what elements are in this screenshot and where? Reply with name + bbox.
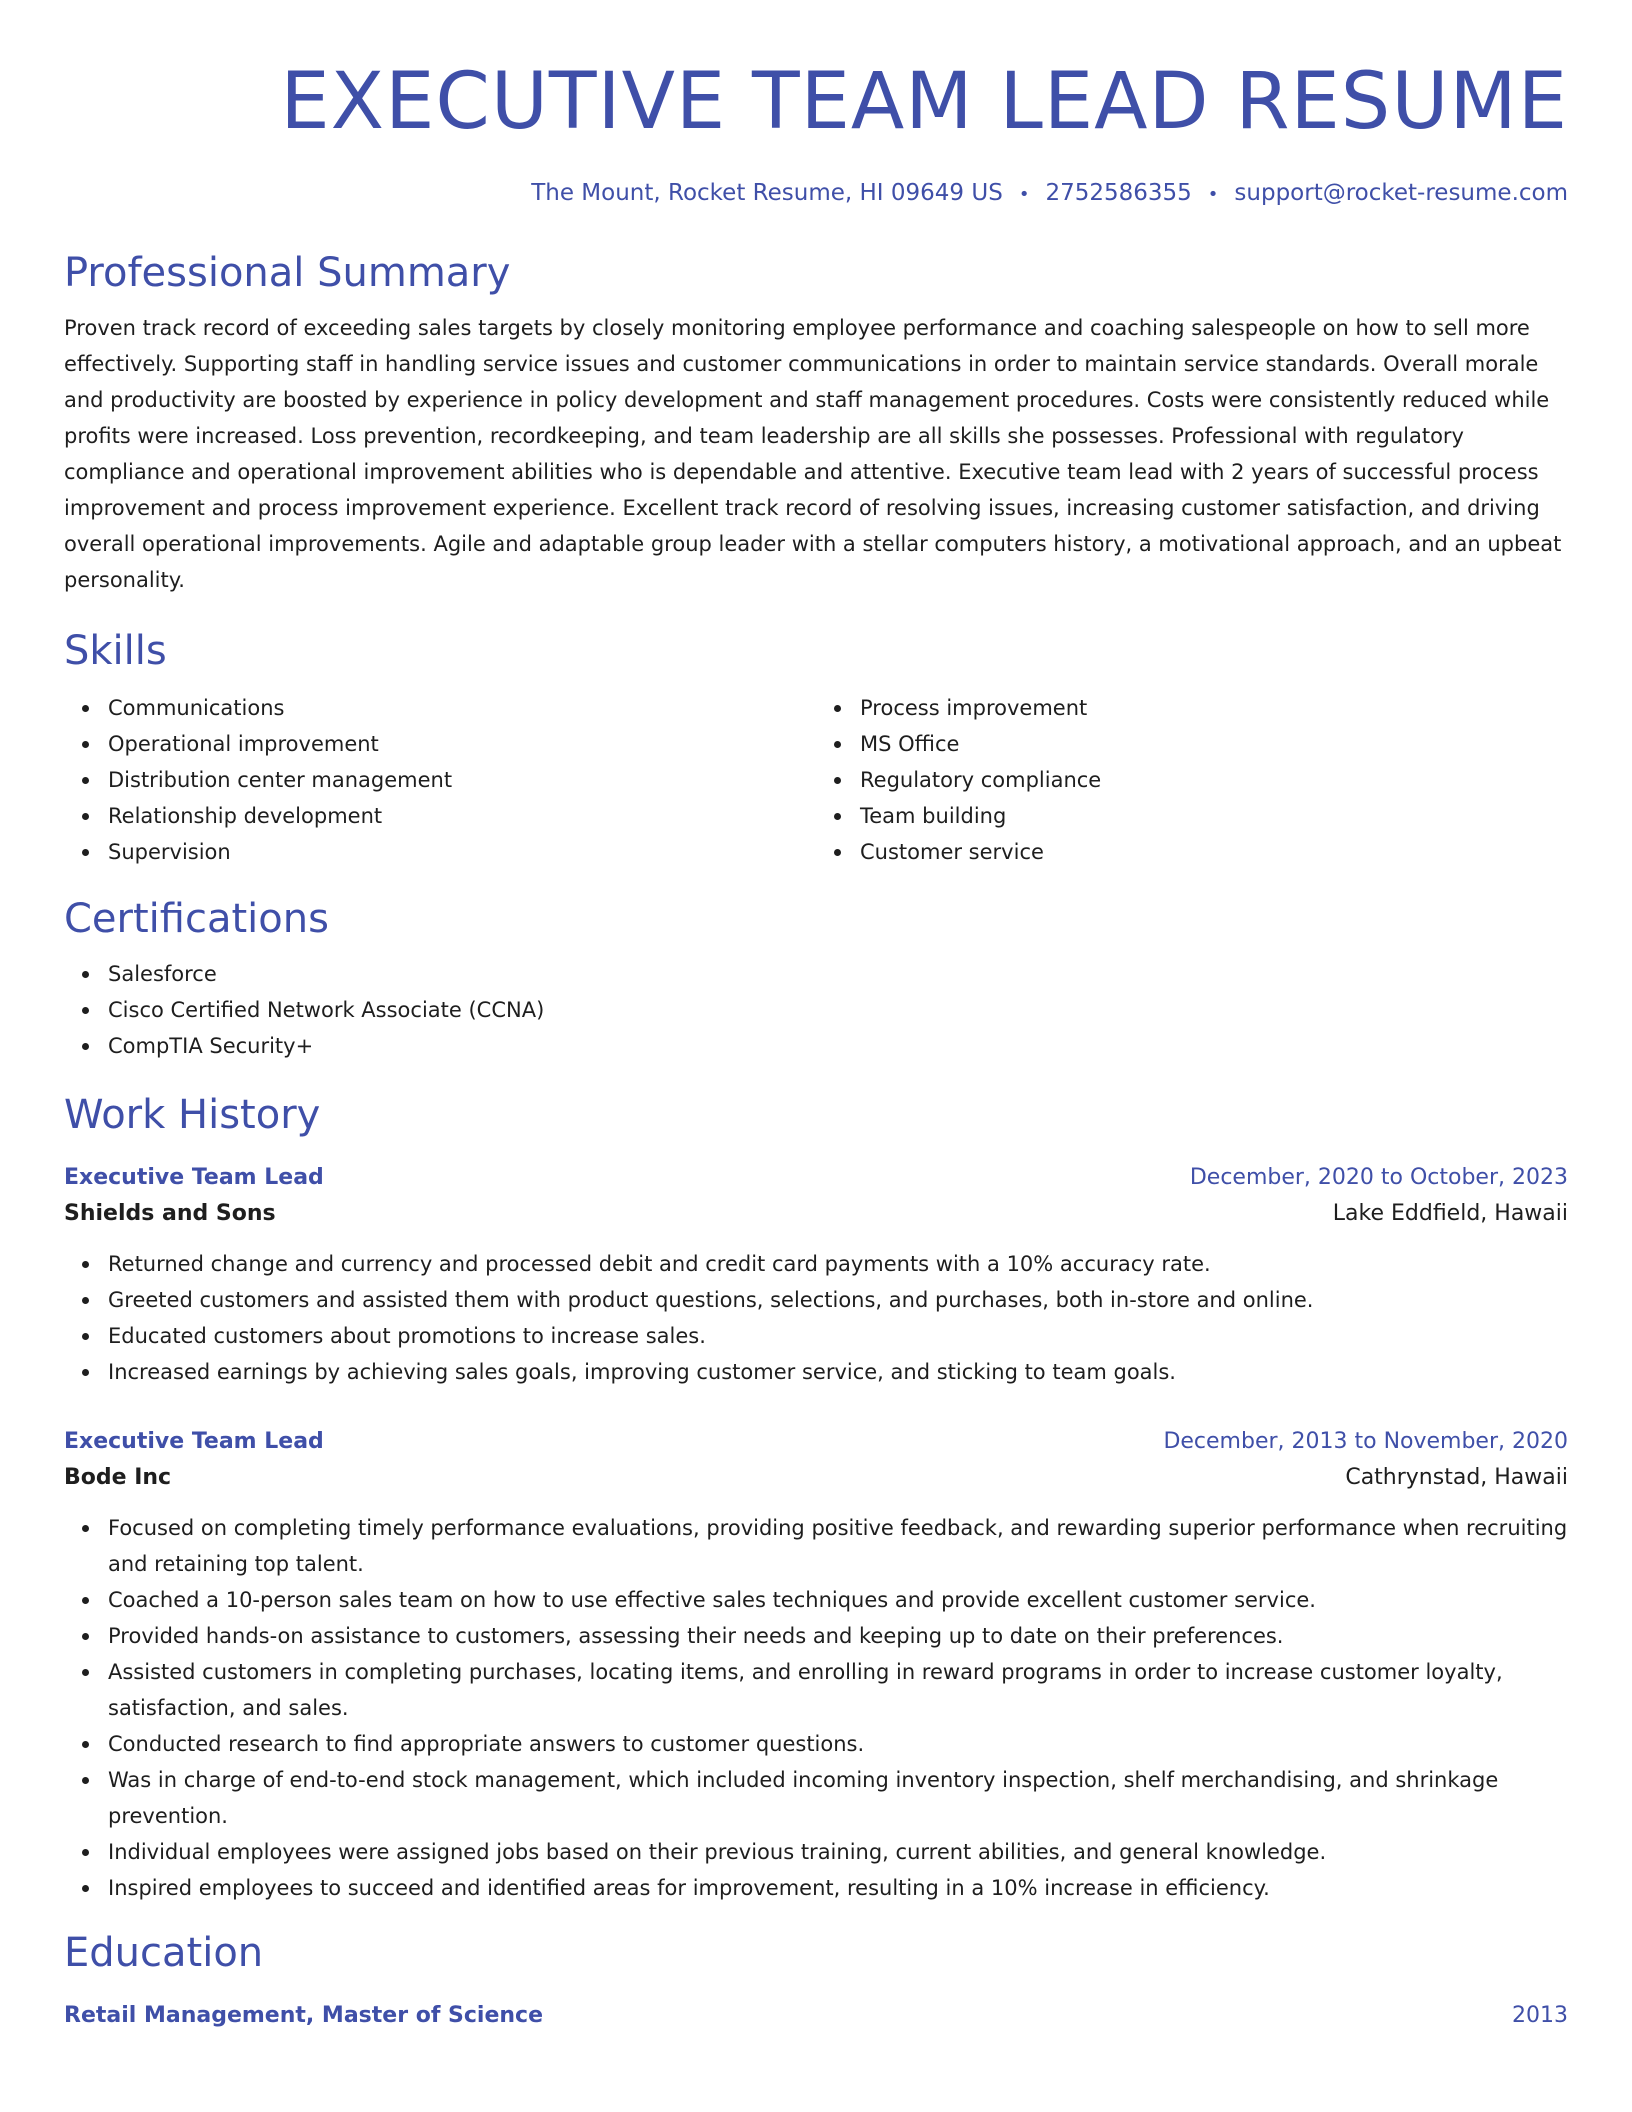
- job-company: Shields and Sons: [64, 1201, 276, 1226]
- job-dates: December, 2020 to October, 2023: [1189, 1165, 1568, 1190]
- job-entry: [64, 1424, 1568, 1906]
- section-heading-skills: Skills: [64, 628, 167, 674]
- job-bullet: Individual employees were assigned jobs based on their previous training, current abilities, and general knowledge.: [108, 1834, 1568, 1870]
- skill-item: Regulatory compliance: [860, 762, 1568, 798]
- skill-item: MS Office: [860, 726, 1568, 762]
- job-title: Executive Team Lead: [64, 1165, 324, 1190]
- education-year: 2013: [1512, 2003, 1568, 2028]
- job-header-row: [64, 1424, 1568, 1460]
- certifications-list: [64, 956, 1568, 1064]
- job-employer-row: [64, 1196, 1568, 1232]
- certification-item: Salesforce: [108, 956, 1568, 992]
- skill-item: Team building: [860, 798, 1568, 834]
- job-bullet: Inspired employees to succeed and identified areas for improvement, resulting in a 10% increase in efficiency.: [108, 1870, 1568, 1906]
- job-bullet: Increased earnings by achieving sales goals, improving customer service, and sticking to team goals.: [108, 1354, 1568, 1390]
- job-bullet: Returned change and currency and processed debit and credit card payments with a 10% accuracy rate.: [108, 1246, 1568, 1282]
- job-bullet: Conducted research to find appropriate answers to customer questions.: [108, 1726, 1568, 1762]
- section-heading-work-history: Work History: [64, 1092, 321, 1138]
- job-bullet: Provided hands-on assistance to customers, assessing their needs and keeping up to date on their preferences.: [108, 1618, 1568, 1654]
- education-section: [64, 1928, 1568, 2034]
- job-header-row: [64, 1160, 1568, 1196]
- skill-item: Relationship development: [108, 798, 816, 834]
- skills-section: [64, 626, 1568, 870]
- job-entry: [64, 1160, 1568, 1390]
- work-history-section: [64, 1090, 1568, 1906]
- section-heading-certifications: Certifications: [64, 896, 329, 942]
- skill-item: Customer service: [860, 834, 1568, 870]
- certification-item: Cisco Certified Network Associate (CCNA): [108, 992, 1568, 1028]
- skills-column-left: [64, 690, 816, 870]
- contact-email[interactable]: support@rocket-resume.com: [1234, 180, 1568, 206]
- job-bullet: Coached a 10-person sales team on how to use effective sales techniques and provide excellent customer service.: [108, 1582, 1568, 1618]
- job-bullet: Educated customers about promotions to increase sales.: [108, 1318, 1568, 1354]
- skill-item: Operational improvement: [108, 726, 816, 762]
- certification-item: CompTIA Security+: [108, 1028, 1568, 1064]
- contact-address: The Mount, Rocket Resume, HI 09649 US: [531, 180, 1003, 206]
- skill-item: Supervision: [108, 834, 816, 870]
- section-heading-summary: Professional Summary: [64, 250, 511, 296]
- job-bullet: Assisted customers in completing purchases, locating items, and enrolling in reward programs in order to increase customer loyalty, satisfaction, and sales.: [108, 1654, 1568, 1726]
- professional-summary-section: [64, 248, 1568, 598]
- skills-column-right: [816, 690, 1568, 870]
- certifications-section: [64, 894, 1568, 1064]
- job-title: Executive Team Lead: [64, 1429, 324, 1454]
- job-location: Lake Eddfield, Hawaii: [1332, 1201, 1568, 1226]
- skills-grid: [64, 690, 1568, 870]
- job-company: Bode Inc: [64, 1465, 172, 1490]
- contact-line: [64, 178, 1568, 210]
- job-bullets: [64, 1246, 1568, 1390]
- job-dates: December, 2013 to November, 2020: [1163, 1429, 1568, 1454]
- job-location: Cathrynstad, Hawaii: [1345, 1465, 1568, 1490]
- contact-separator: •: [1018, 184, 1030, 205]
- skill-item: Process improvement: [860, 690, 1568, 726]
- resume-title: EXECUTIVE TEAM LEAD RESUME: [280, 57, 1568, 147]
- contact-separator: •: [1207, 184, 1219, 205]
- job-bullets: [64, 1510, 1568, 1906]
- summary-text: Proven track record of exceeding sales targets by closely monitoring employee performance and coaching salespeople on how to sell more effectively. Supporting staff in handling service issues and customer communications in order to maintain service standards. Overall morale and productivity are boosted by experience in policy development and staff management procedures. Costs were consistently reduced while profits were increased. Loss prevention, recordkeeping, and team leadership are all skills she possesses. Professional with regulatory compliance and operational improvement abilities who is dependable and attentive. Executive team lead with 2 years of successful process improvement and process improvement experience. Excellent track record of resolving issues, increasing customer satisfaction, and driving overall operational improvements. Agile and adaptable group leader with a stellar computers history, a motivational approach, and an upbeat personality.: [64, 316, 1562, 592]
- section-heading-education: Education: [64, 1930, 264, 1976]
- job-bullet: Was in charge of end-to-end stock management, which included incoming inventory inspection, shelf merchandising, and shrinkage prevention.: [108, 1762, 1568, 1834]
- education-entry: [64, 1998, 1568, 2034]
- education-degree: Retail Management, Master of Science: [64, 2003, 544, 2028]
- job-bullet: Focused on completing timely performance evaluations, providing positive feedback, and rewarding superior performance when recruiting and retaining top talent.: [108, 1510, 1568, 1582]
- skill-item: Distribution center management: [108, 762, 816, 798]
- skill-item: Communications: [108, 690, 816, 726]
- job-employer-row: [64, 1460, 1568, 1496]
- job-bullet: Greeted customers and assisted them with product questions, selections, and purchases, both in-store and online.: [108, 1282, 1568, 1318]
- contact-phone: 2752586355: [1045, 180, 1192, 206]
